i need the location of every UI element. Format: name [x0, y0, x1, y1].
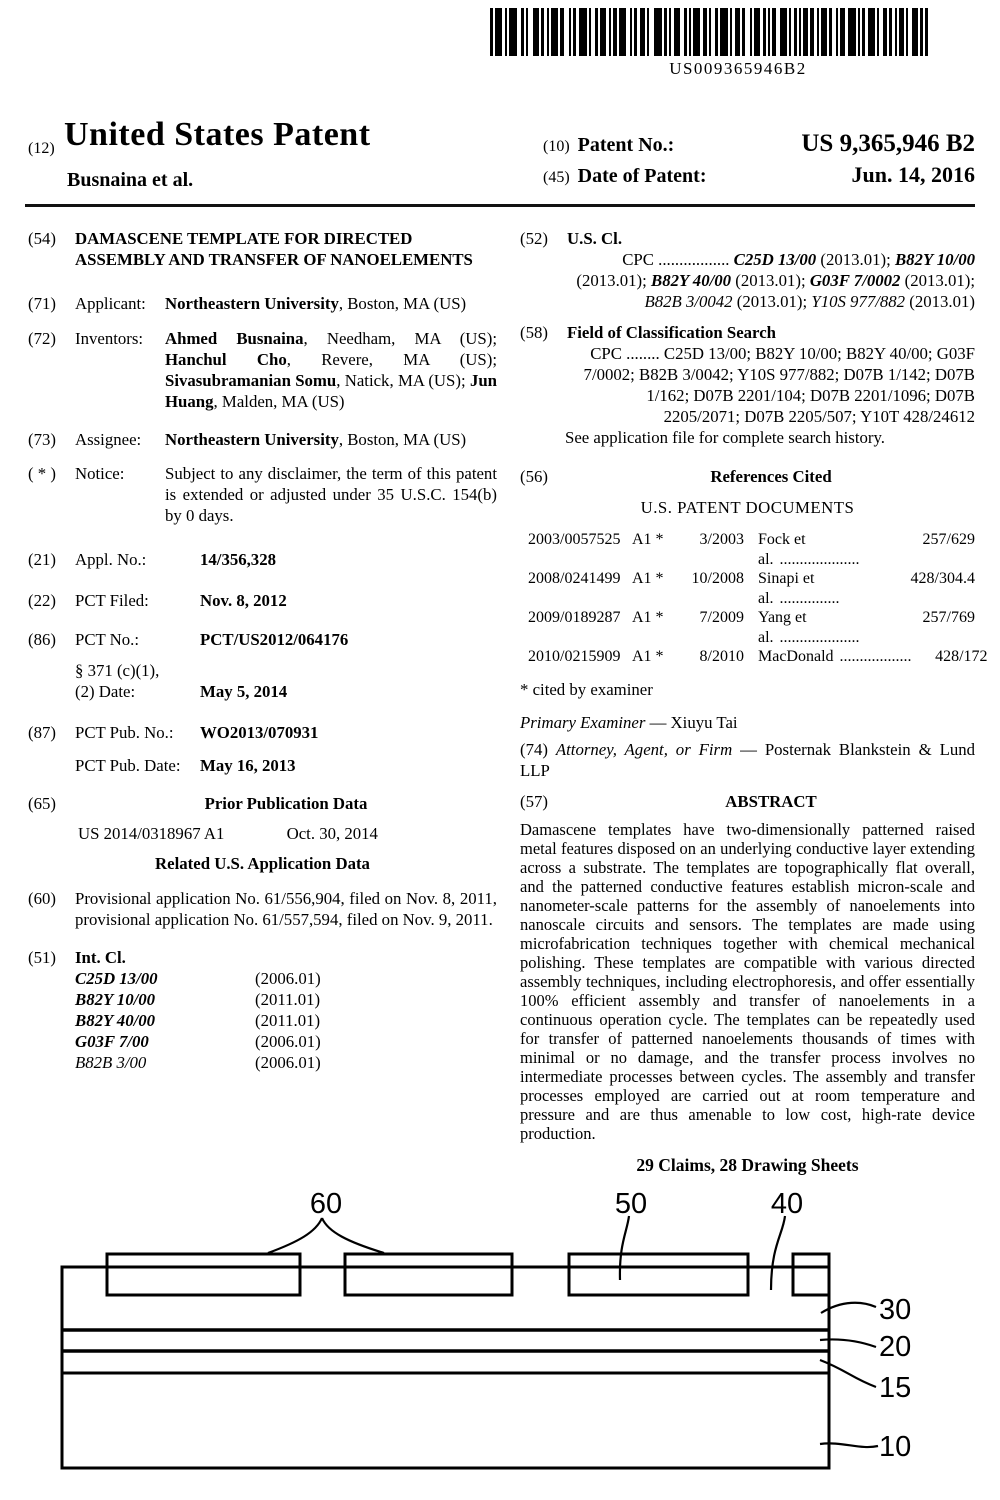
dot-leader: ............... — [779, 589, 840, 607]
ref-number: 2009/0189287 — [528, 609, 621, 626]
date-of-patent-label: Date of Patent: — [577, 165, 707, 187]
tag-65: (65) — [28, 794, 56, 813]
tag-73: (73) — [28, 430, 56, 449]
us-patent-documents-heading: U.S. PATENT DOCUMENTS — [640, 498, 855, 517]
tag-86: (86) — [28, 630, 56, 649]
pct-no-row — [28, 629, 497, 650]
pct-pub-date-row — [28, 755, 497, 776]
cpc-code: C25D 13/00 — [733, 250, 817, 269]
tag-52: (52) — [520, 229, 548, 248]
tag-51: (51) — [28, 948, 56, 967]
section-notice — [28, 463, 497, 526]
int-cl-code: G03F 7/00 — [75, 1032, 149, 1051]
primary-examiner-line — [520, 712, 975, 733]
section-21-appl-no — [28, 549, 497, 570]
references-heading-row — [520, 466, 975, 487]
int-cl-year: (2006.01) — [255, 1053, 321, 1072]
kind-code-tag: (12) — [28, 140, 55, 157]
cpc-dots: ................. — [653, 250, 734, 269]
tag-57: (57) — [520, 791, 548, 811]
prior-publication-heading: Prior Publication Data — [204, 794, 368, 813]
substrate-outline — [62, 1267, 829, 1468]
cpc-year: (2013.01); — [731, 271, 810, 290]
inventor-location: , Needham, MA (US); — [303, 329, 497, 348]
section-52-us-cl — [520, 228, 975, 312]
pct-pub-date-value: May 16, 2013 — [200, 756, 296, 775]
reference-row — [520, 569, 975, 608]
cpc-year: (2013.01); — [816, 250, 895, 269]
section-56-references — [520, 466, 988, 700]
dot-leader: .................. — [839, 648, 912, 665]
pct-pub-no-value: WO2013/070931 — [200, 723, 319, 742]
ref-number: 2008/0241499 — [528, 570, 621, 587]
tag-71: (71) — [28, 294, 56, 313]
tag-asterisk: ( * ) — [28, 464, 56, 483]
applicant-label: Applicant: — [75, 294, 146, 313]
spacer — [28, 681, 75, 702]
applicant-value — [165, 293, 497, 314]
reference-row — [520, 608, 975, 647]
cpc-code: B82Y 10/00 — [894, 250, 975, 269]
assignee-label: Assignee: — [75, 430, 142, 449]
ref-number: 2010/0215909 — [528, 648, 621, 665]
cpc-prefix: CPC — [622, 250, 654, 269]
tag-87: (87) — [28, 723, 56, 742]
invention-title: DAMASCENE TEMPLATE FOR DIRECTED ASSEMBLY AND TRANSFER OF NANOELEMENTS — [75, 229, 473, 269]
pct-pub-no-row — [28, 722, 497, 743]
field-search-cpc-block — [568, 343, 975, 427]
dot-leader: .................... — [779, 550, 860, 568]
patent-no-label: Patent No.: — [577, 134, 675, 156]
prior-publication-entry — [78, 823, 497, 844]
int-cl-year: (2006.01) — [255, 969, 321, 988]
tag-60: (60) — [28, 889, 56, 908]
section-371-row — [28, 660, 497, 681]
tag-54: (54) — [28, 229, 56, 248]
tag-74: (74) — [520, 739, 548, 759]
spacer — [28, 1031, 75, 1052]
cpc-code: Y10S 977/882 — [811, 292, 906, 311]
spacer — [744, 530, 758, 569]
ref-numeral-20: 20 — [879, 1331, 912, 1363]
cited-by-examiner-note: * cited by examiner — [520, 679, 653, 699]
inventors-label: Inventors: — [75, 329, 144, 348]
int-cl-row — [28, 1052, 497, 1073]
us-cl-label: U.S. Cl. — [567, 229, 623, 248]
ref-class: 428/172 — [935, 648, 988, 665]
ref-numeral-60: 60 — [309, 1188, 343, 1220]
reference-row — [520, 647, 988, 667]
ref-date: 7/2009 — [699, 609, 744, 626]
patent-date-row — [543, 164, 975, 188]
pct-no-label: PCT No.: — [75, 630, 140, 649]
ref-numeral-30: 30 — [879, 1294, 912, 1326]
provisional-text: Provisional application No. 61/556,904, filed on Nov. 8, 2011, provisional application No. 61/557,594, filed on Nov. 9, 2011. — [75, 889, 497, 929]
field-search-heading-row — [520, 322, 975, 343]
section-71-applicant — [28, 293, 497, 314]
inventor-name: Sivasubramanian Somu — [165, 371, 337, 390]
int-cl-year: (2006.01) — [255, 1032, 321, 1051]
dash: — — [732, 739, 765, 759]
assignee-name: Northeastern University — [165, 430, 339, 449]
spacer — [28, 1052, 75, 1073]
primary-examiner-label: Primary Examiner — [520, 712, 646, 732]
spacer — [744, 608, 758, 647]
abstract-heading-row — [520, 791, 975, 812]
inventor-location: , Natick, MA (US); — [336, 371, 470, 390]
tag-22: (22) — [28, 591, 56, 610]
appl-no-label: Appl. No.: — [75, 550, 147, 569]
leader-40 — [771, 1216, 785, 1290]
us-cl-cpc-block — [568, 249, 975, 312]
section-86-pct-no — [28, 629, 497, 702]
spacer — [28, 989, 75, 1010]
pct-no-value: PCT/US2012/064176 — [200, 630, 349, 649]
int-cl-code: B82Y 40/00 — [75, 1011, 156, 1030]
tag-56: (56) — [520, 467, 548, 486]
int-cl-row — [28, 1010, 497, 1031]
section-72-inventors — [28, 328, 497, 412]
cpc-code: G03F 7/0002 — [809, 271, 901, 290]
ref-kind: A1 * — [632, 531, 664, 548]
ref-date: 3/2003 — [699, 531, 744, 548]
ref-name: Fock et al. .................... — [758, 531, 860, 568]
search-history-note: See application file for complete search history. — [565, 428, 885, 447]
cpc-code: B82Y 40/00 — [651, 271, 732, 290]
right-column — [520, 228, 988, 1176]
inventor-name: Ahmed Busnaina — [165, 329, 304, 348]
cpc-year: (2013.01) — [905, 292, 975, 311]
int-cl-row — [28, 989, 497, 1010]
section-22-pct-filed — [28, 590, 497, 611]
left-column — [28, 228, 497, 1073]
dot-leader: .................... — [779, 628, 860, 646]
section-73-assignee — [28, 429, 497, 450]
leader-60-left — [268, 1218, 322, 1253]
inventors-value — [165, 328, 497, 412]
date-371-value: May 5, 2014 — [200, 682, 288, 701]
ref-date: 8/2010 — [699, 648, 744, 665]
spacer — [28, 1010, 75, 1031]
appl-no-value: 14/356,328 — [200, 550, 276, 569]
section-60-provisional — [28, 888, 497, 930]
ref-class: 257/769 — [922, 609, 975, 626]
barcode-number: US009365946B2 — [669, 59, 807, 78]
prior-publication-number: US 2014/0318967 A1 — [78, 824, 225, 843]
int-cl-heading-row — [28, 947, 497, 968]
references-heading: References Cited — [710, 467, 832, 486]
prior-publication-date: Oct. 30, 2014 — [286, 824, 378, 843]
ref-name: Sinapi et al. ............... — [758, 570, 840, 607]
attorney-line — [520, 739, 975, 781]
feature-box-1 — [107, 1254, 300, 1295]
tag-10: (10) — [543, 138, 570, 155]
notice-label: Notice: — [75, 464, 125, 483]
dash: — — [645, 712, 671, 732]
tag-21: (21) — [28, 550, 56, 569]
feature-box-4 — [793, 1254, 829, 1295]
ref-name: MacDonald .................. — [758, 648, 912, 665]
int-cl-year: (2011.01) — [255, 990, 321, 1009]
cpc-year: (2013.01); — [900, 271, 975, 290]
section-65-heading-row — [28, 793, 497, 814]
spacer — [28, 755, 75, 776]
int-cl-row — [28, 968, 497, 989]
related-data-heading: Related U.S. Application Data — [155, 854, 370, 873]
abstract-heading: ABSTRACT — [725, 791, 817, 811]
ref-kind: A1 * — [632, 609, 664, 626]
ref-date: 10/2008 — [691, 570, 744, 587]
patent-date: Jun. 14, 2016 — [851, 162, 975, 187]
int-cl-year: (2011.01) — [255, 1011, 321, 1030]
field-search-label: Field of Classification Search — [567, 323, 776, 342]
inventor-location: , Malden, MA (US) — [213, 392, 345, 411]
assignee-value — [165, 429, 497, 450]
date-371-row — [28, 681, 497, 702]
inventor-name: Hanchul Cho — [165, 350, 287, 369]
cpc-year: (2013.01); — [576, 271, 651, 290]
header-divider — [25, 204, 975, 207]
abstract-text: Damascene templates have two-dimensionally patterned raised metal features disposed on an underlying conductive layer extending across a substrate. The templates are topographically flat overall, and the patterned conductive features establish micron-scale and nanometer-scale patterns for the assembly of nanoelements into nanoscale circuits and sensors. The templates are made using microfabrication techniques together with chemical mechanical polishing. These templates are compatible with various directed assembly techniques, including electrophoresis, and offer essentially 100% efficient assembly and transfer of nanoelements in a continuous operation cycle. The templates can be repeatedly used for transfer of patterned nanoelements thousands of times with minimal or no damage, and the transfer process involves no intermediate processes between cycles. The assembly and transfer processes employed are carried out at room temperature and pressure and are thus amenable to low cost, high-rate device production. — [520, 819, 975, 1143]
feature-box-3 — [569, 1254, 748, 1295]
ref-numeral-50: 50 — [614, 1188, 648, 1220]
cpc-code: B82B 3/0042 — [644, 292, 733, 311]
ref-kind: A1 * — [632, 570, 664, 587]
tag-72: (72) — [28, 329, 56, 348]
applicant-location: , Boston, MA (US) — [338, 294, 467, 313]
spacer — [28, 660, 75, 681]
section-51-int-cl — [28, 947, 497, 1073]
tag-45: (45) — [543, 169, 570, 186]
int-cl-row — [28, 1031, 497, 1052]
patent-number: US 9,365,946 B2 — [801, 130, 975, 157]
int-cl-label: Int. Cl. — [75, 948, 126, 967]
first-inventor-line: Busnaina et al. — [67, 169, 194, 191]
attorney-name: Posternak Blankstein & Lund LLP — [520, 739, 975, 780]
assignee-location: , Boston, MA (US) — [338, 430, 467, 449]
pct-pub-date-label: PCT Pub. Date: — [75, 756, 181, 775]
section-87-pct-pub — [28, 722, 497, 776]
ref-numeral-10: 10 — [879, 1431, 912, 1463]
leader-60-right — [322, 1218, 384, 1253]
notice-text: Subject to any disclaimer, the term of this patent is extended or adjusted under 35 U.S.C. 154(b) by 0 days. — [165, 464, 497, 525]
cpc-year: (2013.01); — [732, 292, 812, 311]
document-title: United States Patent — [64, 116, 371, 153]
cpc-dots: ........ — [621, 344, 664, 363]
pct-pub-no-label: PCT Pub. No.: — [75, 723, 174, 742]
barcode — [490, 8, 986, 56]
patent-figure — [0, 1180, 1000, 1500]
claims-line: 29 Claims, 28 Drawing Sheets — [636, 1154, 859, 1175]
patent-number-row — [543, 130, 975, 157]
field-search-codes: C25D 13/00; B82Y 10/00; B82Y 40/00; G03F 7/0002; B82B 3/0042; Y10S 977/882; D07B 1/142; D07B 1/162; D07B 2201/104; D07B 2201/1096; D07B 2205/2071; D07B 2205/507; Y10T 428/24612 — [583, 344, 975, 426]
feature-box-2 — [345, 1254, 512, 1295]
applicant-name: Northeastern University — [165, 294, 339, 313]
int-cl-code: B82B 3/00 — [75, 1053, 147, 1072]
int-cl-code: C25D 13/00 — [75, 969, 158, 988]
primary-examiner-name: Xiuyu Tai — [670, 712, 738, 732]
ref-class: 257/629 — [922, 531, 975, 548]
inventor-name: Jun Huang — [165, 371, 497, 411]
pct-filed-value: Nov. 8, 2012 — [200, 591, 287, 610]
pct-filed-label: PCT Filed: — [75, 591, 149, 610]
ref-numeral-40: 40 — [770, 1188, 804, 1220]
ref-numeral-15: 15 — [879, 1372, 912, 1404]
ref-number: 2003/0057525 — [528, 531, 621, 548]
tag-58: (58) — [520, 323, 548, 342]
section-371-text: § 371 (c)(1), — [75, 661, 160, 680]
cpc-prefix: CPC — [590, 344, 622, 363]
spacer — [28, 968, 75, 989]
section-58-field-search — [520, 322, 975, 448]
ref-name: Yang et al. .................... — [758, 609, 860, 646]
spacer — [744, 647, 758, 667]
section-54-title — [28, 228, 497, 270]
reference-row — [520, 530, 975, 569]
date-371-label: (2) Date: — [75, 682, 136, 701]
spacer — [744, 569, 758, 608]
ref-class: 428/304.4 — [910, 570, 975, 587]
inventor-location: , Revere, MA (US); — [286, 350, 497, 369]
us-cl-heading-row — [520, 228, 975, 249]
attorney-label: Attorney, Agent, or Firm — [555, 739, 733, 759]
int-cl-code: B82Y 10/00 — [75, 990, 156, 1009]
ref-kind: A1 * — [632, 648, 664, 665]
